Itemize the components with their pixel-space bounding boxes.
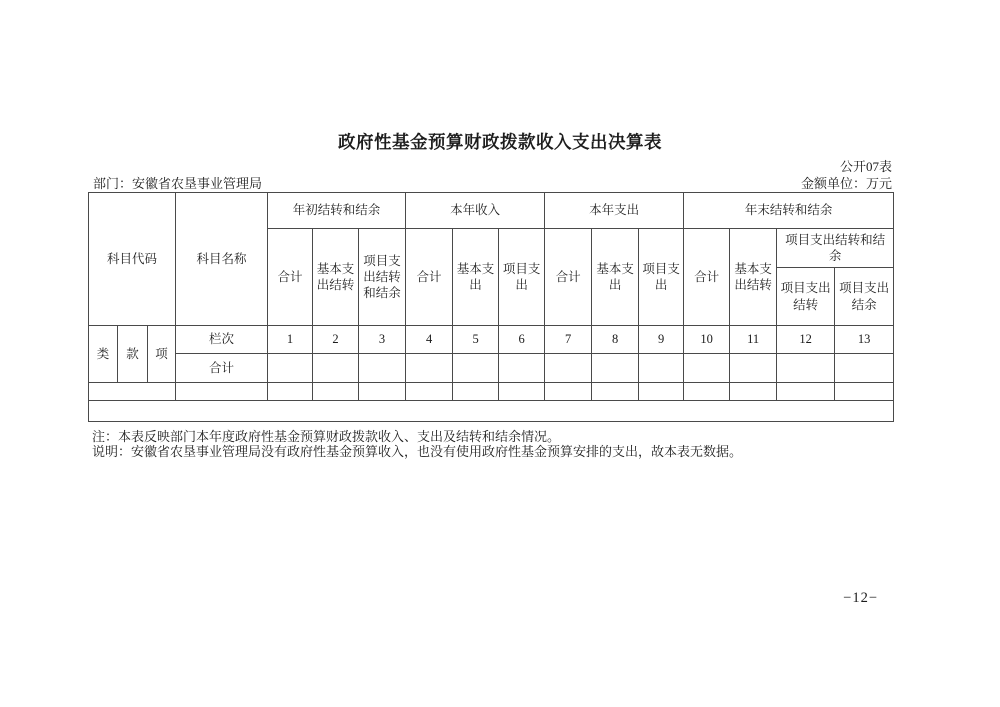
total-row-value-cell — [499, 354, 545, 383]
empty-cell — [777, 383, 835, 401]
header-end-proj-carryover: 项目支出结转 — [777, 268, 835, 326]
total-row-value-cell — [592, 354, 639, 383]
empty-cell — [639, 383, 684, 401]
header-end-proj-balance: 项目支出结余 — [835, 268, 894, 326]
unit-label: 金额单位：万元 — [800, 176, 892, 191]
total-row-value-cell — [545, 354, 592, 383]
header-group-begin-balance: 年初结转和结余 — [268, 193, 406, 229]
total-row-label-cell: 合计 — [176, 354, 268, 383]
empty-cell — [268, 383, 313, 401]
empty-cell — [453, 383, 499, 401]
total-row-value-cell — [453, 354, 499, 383]
page-number: −12− — [843, 590, 878, 606]
table-explanation: 说明：安徽省农垦事业管理局没有政府性基金预算收入，也没有使用政府性基金预算安排的支出，故本表无数据。 — [92, 444, 743, 459]
header-income-project: 项目支出 — [499, 229, 545, 326]
column-number-cell: 5 — [453, 326, 499, 354]
header-end-total: 合计 — [684, 229, 730, 326]
empty-code-cell — [89, 383, 176, 401]
header-end-proj-subgroup: 项目支出结转和结余 — [777, 229, 894, 268]
column-number-cell: 6 — [499, 326, 545, 354]
code-section-cell: 款 — [118, 326, 148, 383]
header-begin-proj-carryover-balance: 项目支出结转和结余 — [359, 229, 406, 326]
fund-budget-table — [88, 192, 894, 422]
header-group-year-income: 本年收入 — [406, 193, 545, 229]
table-note: 注：本表反映部门本年度政府性基金预算财政拨款收入、支出及结转和结余情况。 — [92, 429, 561, 444]
header-expense-project: 项目支出 — [639, 229, 684, 326]
total-row-value-cell — [313, 354, 359, 383]
column-number-cell: 3 — [359, 326, 406, 354]
empty-cell — [545, 383, 592, 401]
code-class-cell: 类 — [89, 326, 118, 383]
header-begin-basic-carryover: 基本支出结转 — [313, 229, 359, 326]
column-number-cell: 1 — [268, 326, 313, 354]
total-row-value-cell — [835, 354, 894, 383]
column-number-cell: 2 — [313, 326, 359, 354]
total-row-value-cell — [359, 354, 406, 383]
total-row-value-cell — [730, 354, 777, 383]
header-group-year-expense: 本年支出 — [545, 193, 684, 229]
empty-cell — [684, 383, 730, 401]
column-number-cell: 10 — [684, 326, 730, 354]
total-row-value-cell — [406, 354, 453, 383]
column-number-cell: 13 — [835, 326, 894, 354]
empty-cell — [835, 383, 894, 401]
empty-cell — [406, 383, 453, 401]
total-row-value-cell — [639, 354, 684, 383]
header-expense-total: 合计 — [545, 229, 592, 326]
empty-cell — [592, 383, 639, 401]
table-code-label: 公开07表 — [839, 159, 892, 174]
empty-cell — [730, 383, 777, 401]
empty-name-cell — [176, 383, 268, 401]
header-begin-total: 合计 — [268, 229, 313, 326]
code-item-cell: 项 — [148, 326, 176, 383]
empty-cell — [499, 383, 545, 401]
empty-cell — [313, 383, 359, 401]
empty-footer-row-cell — [89, 401, 894, 422]
column-number-cell: 7 — [545, 326, 592, 354]
row-index-label-cell: 栏次 — [176, 326, 268, 354]
total-row-value-cell — [684, 354, 730, 383]
column-number-cell: 8 — [592, 326, 639, 354]
total-row-value-cell — [777, 354, 835, 383]
header-group-end-balance: 年末结转和结余 — [684, 193, 894, 229]
page-title: 政府性基金预算财政拨款收入支出决算表 — [338, 132, 662, 152]
header-income-basic: 基本支出 — [453, 229, 499, 326]
header-income-total: 合计 — [406, 229, 453, 326]
empty-cell — [359, 383, 406, 401]
header-expense-basic: 基本支出 — [592, 229, 639, 326]
column-number-cell: 4 — [406, 326, 453, 354]
header-subject-code: 科目代码 — [89, 193, 176, 326]
department-label: 部门：安徽省农垦事业管理局 — [93, 176, 263, 191]
total-row-value-cell — [268, 354, 313, 383]
column-number-cell: 9 — [639, 326, 684, 354]
header-end-basic-carryover: 基本支出结转 — [730, 229, 777, 326]
column-number-cell: 11 — [730, 326, 777, 354]
column-number-cell: 12 — [777, 326, 835, 354]
header-subject-name: 科目名称 — [176, 193, 268, 326]
